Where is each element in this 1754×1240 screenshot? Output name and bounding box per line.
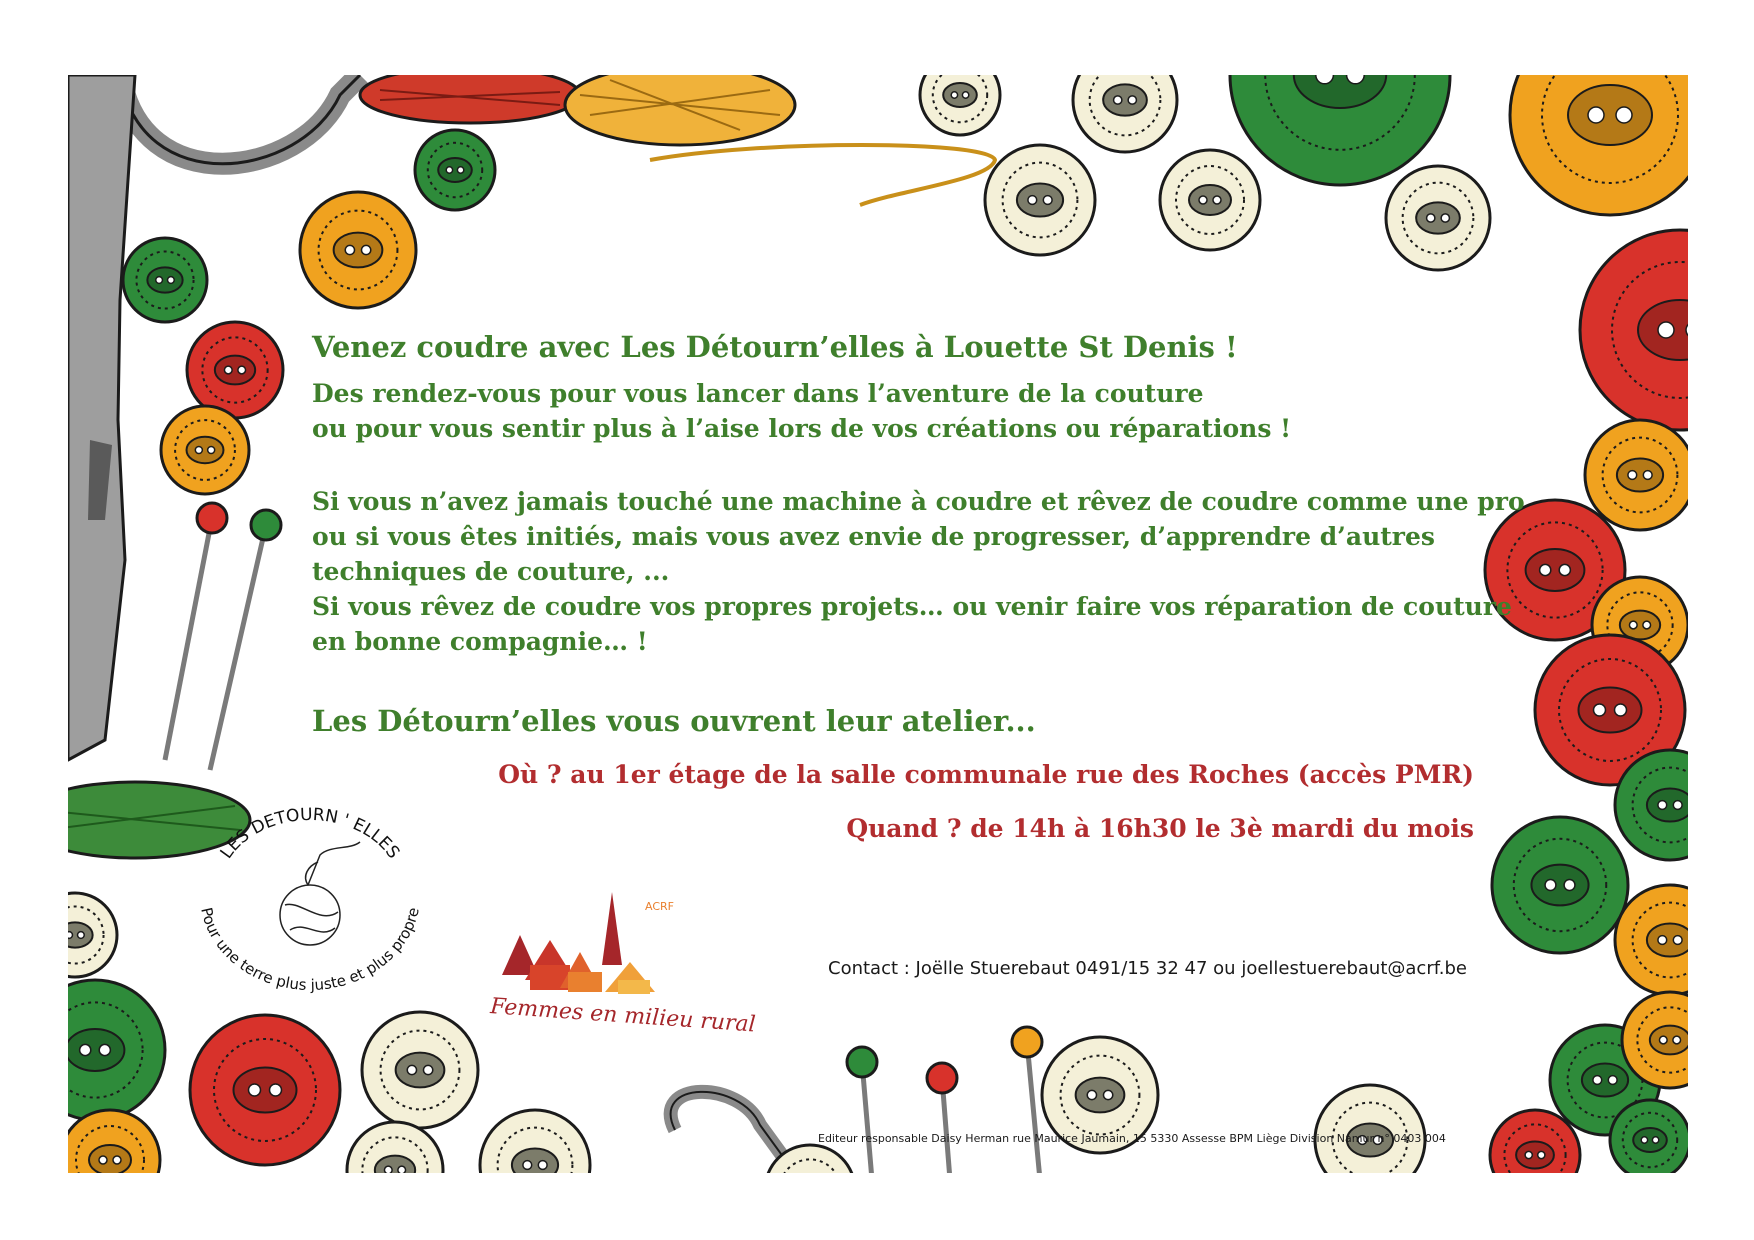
where-line: Où ? au 1er étage de la salle communale rue des Roches (accès PMR) bbox=[498, 760, 1474, 789]
sewing-button-icon bbox=[1160, 150, 1260, 250]
intro-line-1: Des rendez-vous pour vous lancer dans l’aventure de la couture bbox=[312, 379, 1204, 408]
flyer-heading: Venez coudre avec Les Détourn’elles à Louette St Denis ! bbox=[312, 330, 1238, 364]
sewing-button-icon bbox=[190, 1015, 340, 1165]
sewing-button-icon bbox=[187, 322, 283, 418]
sewing-button-icon bbox=[347, 1122, 443, 1218]
sewing-button-icon bbox=[1615, 750, 1725, 860]
sewing-button-icon bbox=[1622, 992, 1718, 1088]
sewing-button-icon bbox=[415, 130, 495, 210]
sewing-button-icon bbox=[920, 55, 1000, 135]
sewing-button-icon bbox=[123, 238, 207, 322]
when-line: Quand ? de 14h à 16h30 le 3è mardi du mois bbox=[846, 814, 1474, 843]
atelier-heading: Les Détourn’elles vous ouvrent leur atelier... bbox=[312, 704, 1036, 738]
globe-hand-icon bbox=[280, 842, 360, 945]
publisher-line: Editeur responsable Daisy Herman rue Maurice Jaumain, 15 5330 Assesse BPM Liège Division Namur n° 0403 004 bbox=[818, 1132, 1446, 1145]
yarn-red-icon bbox=[360, 67, 580, 123]
sewing-button-icon bbox=[1230, 0, 1450, 185]
contact-line: Contact : Joëlle Stuerebaut 0491/15 32 47 ou joellestuerebaut@acrf.be bbox=[828, 958, 1467, 979]
paragraph-line-4: Si vous rêvez de coudre vos propres projets… ou venir faire vos réparation de couture bbox=[312, 592, 1512, 621]
sewing-button-icon bbox=[300, 192, 416, 308]
detournelles-logo bbox=[190, 800, 430, 1000]
intro-line-2: ou pour vous sentir plus à l’aise lors de vos créations ou réparations ! bbox=[312, 414, 1292, 443]
acrf-badge: ACRF bbox=[645, 900, 674, 913]
paragraph-line-2: ou si vous êtes initiés, mais vous avez envie de progresser, d’apprendre d’autres bbox=[312, 522, 1435, 551]
logo-bottom-text: Pour une terre plus juste et plus propre bbox=[197, 905, 423, 994]
sewing-button-icon bbox=[1492, 817, 1628, 953]
paragraph-line-3: techniques de couture, ... bbox=[312, 557, 670, 586]
sewing-button-icon bbox=[33, 893, 117, 977]
sewing-button-icon bbox=[25, 980, 165, 1120]
sewing-button-icon bbox=[60, 1110, 160, 1210]
sewing-button-icon bbox=[362, 1012, 478, 1128]
paragraph-line-5: en bonne compagnie… ! bbox=[312, 627, 648, 656]
sewing-button-icon bbox=[1386, 166, 1490, 270]
acrf-tagline: Femmes en milieu rural bbox=[489, 994, 757, 1038]
svg-text:Pour une terre plus juste et p bbox=[197, 906, 423, 994]
logo-top-text: LES DETOURN ' ELLES bbox=[216, 804, 404, 863]
village-icon bbox=[502, 892, 655, 994]
paragraph-line-1: Si vous n’avez jamais touché une machine à coudre et rêvez de coudre comme une pro bbox=[312, 487, 1525, 516]
sewing-button-icon bbox=[480, 1110, 590, 1220]
sewing-button-icon bbox=[1585, 420, 1695, 530]
svg-text:LES DETOURN ' ELLES bbox=[217, 805, 404, 863]
sewing-button-icon bbox=[985, 145, 1095, 255]
sewing-button-icon bbox=[1615, 885, 1725, 995]
sewing-button-icon bbox=[765, 1145, 855, 1235]
sewing-button-icon bbox=[1073, 48, 1177, 152]
sewing-button-icon bbox=[1610, 1100, 1690, 1180]
sewing-button-icon bbox=[1490, 1110, 1580, 1200]
sewing-button-icon bbox=[1510, 15, 1710, 215]
sewing-button-icon bbox=[161, 406, 249, 494]
acrf-logo bbox=[480, 880, 757, 1038]
sewing-button-icon bbox=[1580, 230, 1754, 430]
